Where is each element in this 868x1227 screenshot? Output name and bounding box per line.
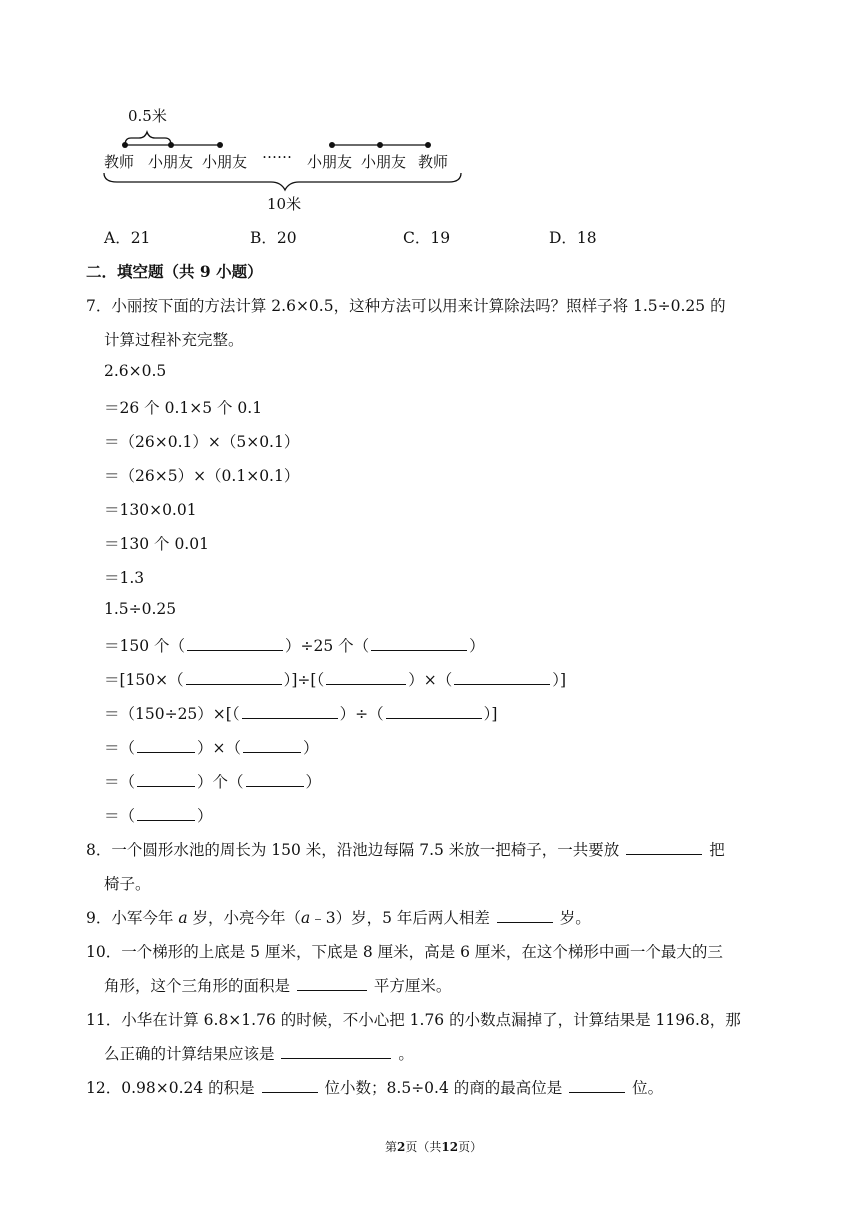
q12-line: 12．0.98×0.24 的积是 位小数；8.5÷0.4 的商的最高位是 位。 xyxy=(86,1079,664,1097)
q7-step-1: ＝150 个（ ）÷25 个（ ） xyxy=(104,637,485,655)
dot xyxy=(377,142,383,148)
answer-blank[interactable] xyxy=(246,772,304,787)
dot xyxy=(217,142,223,148)
answer-blank[interactable] xyxy=(386,704,482,719)
q7-example-line: ＝130 个 0.01 xyxy=(104,535,209,553)
page-footer: 第2页（共12页） xyxy=(385,1140,483,1154)
answer-blank[interactable] xyxy=(297,976,367,991)
answer-blank[interactable] xyxy=(326,670,406,685)
q7-text-line1: 7．小丽按下面的方法计算 2.6×0.5，这种方法可以用来计算除法吗？照样子将 1.5÷0.25 的 xyxy=(86,297,726,315)
q7-task: 1.5÷0.25 xyxy=(104,600,177,618)
segment-label: 0.5米 xyxy=(128,107,167,125)
dot xyxy=(122,142,128,148)
total-brace xyxy=(104,173,461,190)
answer-blank[interactable] xyxy=(281,1044,391,1059)
answer-blank[interactable] xyxy=(626,840,702,855)
answer-blank[interactable] xyxy=(497,908,553,923)
q10-line1: 10．一个梯形的上底是 5 厘米，下底是 8 厘米，高是 6 厘米，在这个梯形中画一个最大的三 xyxy=(86,943,723,961)
q10-line2: 角形，这个三角形的面积是 平方厘米。 xyxy=(104,977,452,995)
label-child: 小朋友 xyxy=(361,153,407,171)
label-child: 小朋友 xyxy=(307,153,353,171)
q7-text-line2: 计算过程补充完整。 xyxy=(104,331,244,349)
answer-blank[interactable] xyxy=(137,738,195,753)
q11-line2: 么正确的计算结果应该是 。 xyxy=(104,1045,414,1063)
q7-example-line: ＝26 个 0.1×5 个 0.1 xyxy=(104,399,263,417)
q11-line1: 11．小华在计算 6.8×1.76 的时候，不小心把 1.76 的小数点漏掉了，计算结果是 1196.8，那 xyxy=(86,1011,741,1029)
q7-example-line: ＝（26×0.1）×（5×0.1） xyxy=(104,433,300,451)
dots-label: …… xyxy=(262,144,292,162)
answer-blank[interactable] xyxy=(187,636,283,651)
answer-blank[interactable] xyxy=(454,670,550,685)
q7-example-line: ＝1.3 xyxy=(104,569,145,587)
label-teacher-right: 教师 xyxy=(418,153,449,171)
label-child: 小朋友 xyxy=(202,153,248,171)
answer-blank[interactable] xyxy=(137,806,195,821)
q6-option-a: A．21 xyxy=(104,229,151,247)
q7-step-2: ＝[150×（ ）]÷[（ ）×（ ）] xyxy=(104,671,567,689)
seating-diagram xyxy=(95,100,475,220)
q7-example-line: ＝130×0.01 xyxy=(104,501,197,519)
q8-line2: 椅子。 xyxy=(104,875,151,893)
answer-blank[interactable] xyxy=(371,636,467,651)
label-teacher-left: 教师 xyxy=(104,153,135,171)
total-label: 10米 xyxy=(267,195,302,213)
answer-blank[interactable] xyxy=(262,1078,318,1093)
answer-blank[interactable] xyxy=(137,772,195,787)
answer-blank[interactable] xyxy=(242,704,338,719)
answer-blank[interactable] xyxy=(569,1078,625,1093)
dot xyxy=(329,142,335,148)
q7-step-6: ＝（ ） xyxy=(104,807,213,825)
q8-line1: 8．一个圆形水池的周长为 150 米，沿池边每隔 7.5 米放一把椅子，一共要放 把 xyxy=(86,841,725,859)
label-child: 小朋友 xyxy=(148,153,194,171)
q6-option-c: C．19 xyxy=(403,229,451,247)
section-title: 二．填空题（共 9 小题） xyxy=(86,262,263,281)
q7-example-line: ＝（26×5）×（0.1×0.1） xyxy=(104,467,300,485)
answer-blank[interactable] xyxy=(243,738,301,753)
q7-example-line: 2.6×0.5 xyxy=(104,362,167,380)
answer-blank[interactable] xyxy=(186,670,282,685)
segment-brace xyxy=(125,132,171,145)
q9-line: 9．小军今年 a 岁，小亮今年（a﹣3）岁，5 年后两人相差 岁。 xyxy=(86,909,591,927)
q7-step-3: ＝（150÷25）×[（ ）÷（ ）] xyxy=(104,705,498,723)
dot xyxy=(168,142,174,148)
q6-option-b: B．20 xyxy=(250,229,297,247)
q7-step-4: ＝（ ）×（ ） xyxy=(104,739,319,757)
q7-step-5: ＝（ ）个（ ） xyxy=(104,773,322,791)
q6-option-d: D．18 xyxy=(549,229,597,247)
dot xyxy=(425,142,431,148)
